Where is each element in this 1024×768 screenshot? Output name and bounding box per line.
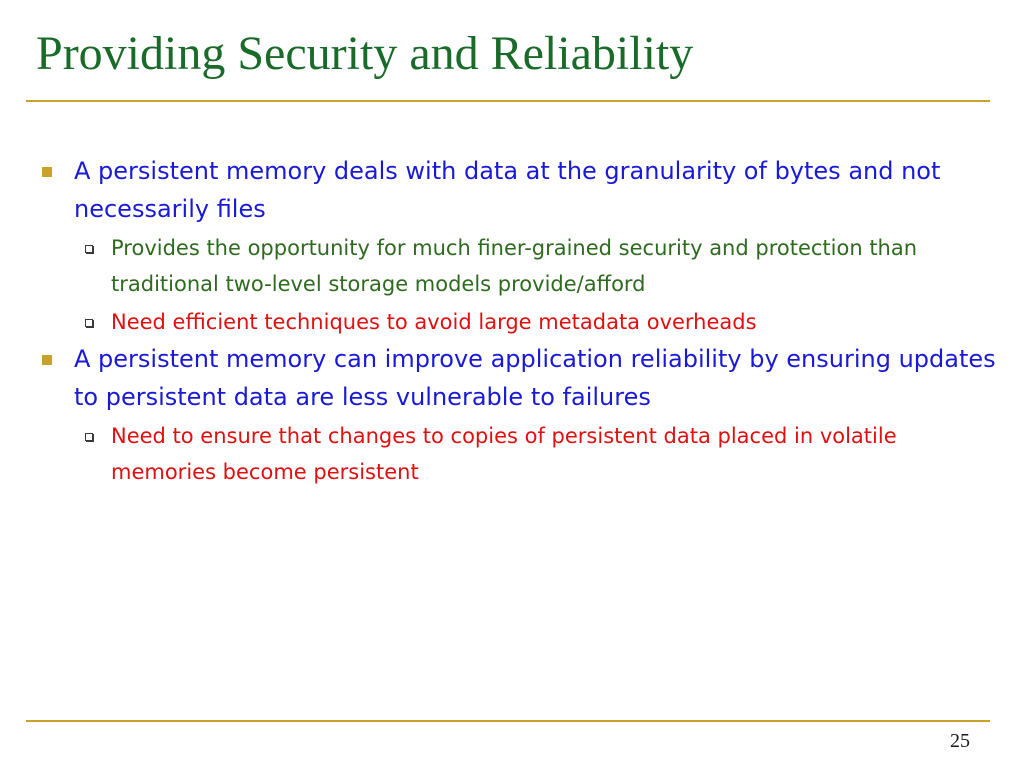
slide-content — [36, 152, 996, 490]
footer-divider — [26, 720, 990, 722]
bullet-text: A persistent memory can improve application reliability by ensuring updates to persistent data are less vulnerable to failures — [74, 345, 996, 411]
bullet-text: A persistent memory deals with data at the granularity of bytes and not necessarily files — [74, 157, 941, 223]
sub-bullet-item — [36, 304, 996, 340]
title-divider — [26, 100, 990, 102]
sub-bullet-text: Need efficient techniques to avoid large metadata overheads — [111, 310, 757, 334]
sub-bullet-item — [36, 418, 996, 490]
square-bullet-icon — [42, 167, 52, 177]
bullet-item — [36, 340, 996, 416]
hollow-square-bullet-icon — [85, 433, 93, 441]
hollow-square-bullet-icon — [85, 245, 93, 253]
sub-bullet-item — [36, 230, 996, 302]
square-bullet-icon — [42, 355, 52, 365]
sub-bullet-text: Need to ensure that changes to copies of persistent data placed in volatile memories become persistent — [111, 424, 897, 484]
page-number: 25 — [950, 730, 970, 752]
hollow-square-bullet-icon — [85, 319, 93, 327]
bullet-item — [36, 152, 996, 228]
sub-bullet-text: Provides the opportunity for much finer-grained security and protection than traditional two-level storage models provide/afford — [111, 236, 918, 296]
slide-title: Providing Security and Reliability — [36, 27, 694, 80]
